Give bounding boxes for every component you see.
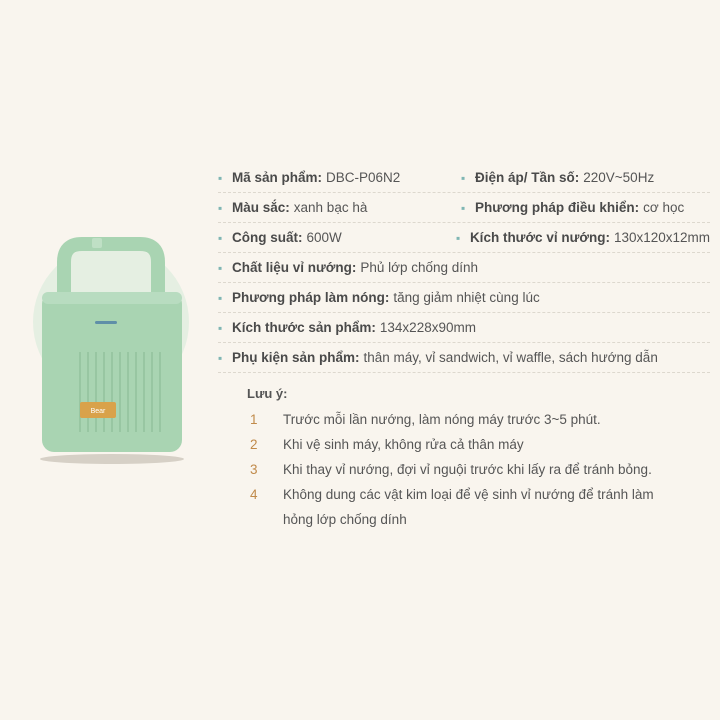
spec-value: Phủ lớp chống dính bbox=[360, 260, 479, 275]
bullet-icon: ▪ bbox=[218, 320, 223, 335]
indicator-light bbox=[95, 321, 117, 324]
spec-value: thân máy, vỉ sandwich, vỉ waffle, sách hướng dẫn bbox=[363, 350, 658, 365]
spec-row bbox=[218, 163, 710, 193]
bullet-icon: ▪ bbox=[218, 350, 223, 365]
notes-section bbox=[247, 386, 697, 535]
spec-row bbox=[218, 253, 710, 283]
spec-row bbox=[218, 343, 710, 373]
bullet-icon: ▪ bbox=[218, 230, 223, 245]
spec-label: Kích thước sản phẩm: bbox=[232, 320, 376, 335]
note-text: Khi thay vỉ nướng, đợi vỉ nguội trước khi lấy ra để tránh bỏng. bbox=[283, 462, 652, 477]
spec-label: Chất liệu vỉ nướng: bbox=[232, 260, 357, 275]
spec-value: 130x120x12mm bbox=[613, 230, 710, 245]
spec-table bbox=[218, 163, 710, 373]
note-item bbox=[247, 460, 697, 479]
spec-value: 600W bbox=[306, 230, 342, 245]
shadow bbox=[40, 454, 184, 464]
bullet-icon: ▪ bbox=[218, 170, 223, 185]
note-item bbox=[247, 435, 697, 454]
bullet-icon: ▪ bbox=[461, 170, 466, 185]
product-image bbox=[22, 226, 212, 476]
body-top bbox=[42, 292, 182, 304]
spec-row bbox=[218, 223, 710, 253]
bullet-icon: ▪ bbox=[218, 290, 223, 305]
spec-row bbox=[218, 283, 710, 313]
spec-label: Phụ kiện sản phẩm: bbox=[232, 350, 360, 365]
note-number: 2 bbox=[250, 437, 258, 452]
note-continuation bbox=[247, 510, 697, 529]
spec-value: cơ học bbox=[643, 200, 685, 215]
spec-label: Mã sản phẩm: bbox=[232, 170, 323, 185]
bullet-icon: ▪ bbox=[461, 200, 466, 215]
spec-row bbox=[218, 193, 710, 223]
spec-label: Phương pháp điều khiển: bbox=[475, 200, 640, 215]
note-number: 1 bbox=[250, 412, 258, 427]
spec-row bbox=[218, 313, 710, 343]
note-text: hỏng lớp chống dính bbox=[283, 512, 407, 527]
spec-label: Màu sắc: bbox=[232, 200, 290, 215]
bullet-icon: ▪ bbox=[218, 260, 223, 275]
spec-label: Điện áp/ Tần số: bbox=[475, 170, 580, 185]
brand-badge-text: Bear bbox=[90, 408, 106, 415]
note-text: Trước mỗi lần nướng, làm nóng máy trước 3~5 phút. bbox=[283, 412, 601, 427]
note-number: 4 bbox=[250, 487, 258, 502]
note-text: Khi vệ sinh máy, không rửa cả thân máy bbox=[283, 437, 524, 452]
note-item bbox=[247, 410, 697, 429]
spec-value: DBC-P06N2 bbox=[326, 170, 401, 185]
handle-latch bbox=[92, 238, 102, 248]
note-item bbox=[247, 485, 697, 504]
spec-label: Phương pháp làm nóng: bbox=[232, 290, 390, 305]
notes-title: Lưu ý: bbox=[247, 386, 288, 401]
spec-value: xanh bạc hà bbox=[293, 200, 368, 215]
spec-label: Kích thước vỉ nướng: bbox=[469, 230, 610, 245]
spec-value: 220V~50Hz bbox=[583, 170, 655, 185]
bullet-icon: ▪ bbox=[218, 200, 223, 215]
sandwich-maker-illustration bbox=[22, 226, 212, 476]
bullet-icon: ▪ bbox=[455, 230, 461, 245]
spec-label: Công suất: bbox=[232, 230, 303, 245]
note-text: Không dung các vật kim loại để vệ sinh vỉ nướng để tránh làm bbox=[283, 487, 654, 502]
spec-value: tăng giảm nhiệt cùng lúc bbox=[393, 290, 540, 305]
spec-value: 134x228x90mm bbox=[379, 320, 476, 335]
note-number: 3 bbox=[250, 462, 258, 477]
